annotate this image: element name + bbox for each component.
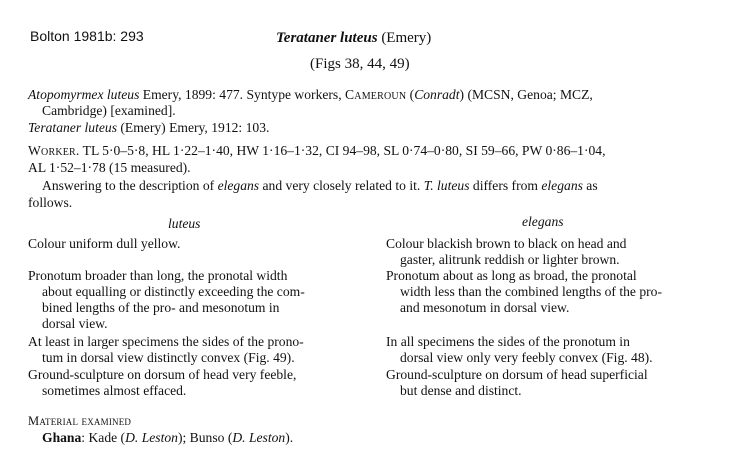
species-name: elegans <box>217 178 260 193</box>
left-entry-line: bined lengths of the pro- and mesonotum in <box>42 300 280 315</box>
page-title <box>276 30 431 46</box>
material-text: ); Bunso ( <box>177 430 233 445</box>
left-entry-line: tum in dorsal view distinctly convex (Fig. 49). <box>42 350 295 365</box>
collector-name: D. Leston <box>125 430 178 445</box>
synonym-text: Emery, 1899: 477. Syntype workers, <box>139 87 346 102</box>
collector-name: Conradt <box>414 87 460 102</box>
synonym-text: (Emery) Emery, 1912: 103. <box>117 120 270 135</box>
synonym-text: ) (MCSN, Genoa; MCZ, <box>459 87 593 102</box>
measurements: TL 5·0–5·8, HL 1·22–1·40, HW 1·16–1·32, CI 94–98, SL 0·74–0·80, SI 59–66, PW 0·86–1·04, <box>79 143 606 158</box>
left-entry-line: At least in larger specimens the sides of the prono- <box>28 334 304 349</box>
reference-citation: Bolton 1981b: 293 <box>30 28 144 44</box>
taxon-author: (Emery) <box>381 30 432 46</box>
right-entry-line: In all specimens the sides of the pronotum in <box>386 334 630 349</box>
desc-text: differs from <box>469 178 542 193</box>
material-heading: Material examined <box>28 414 132 428</box>
worker-measurements-line-2: AL 1·52–1·78 (15 measured). <box>28 160 191 175</box>
left-column-heading: luteus <box>168 216 201 231</box>
left-entry-line: sometimes almost effaced. <box>42 383 187 398</box>
desc-text: and very closely related to it. <box>259 178 424 193</box>
description-line-2: follows. <box>28 195 73 210</box>
synonym-text: ( <box>406 87 415 102</box>
right-entry-line: Ground-sculpture on dorsum of head superficial <box>386 367 648 382</box>
figure-references: (Figs 38, 44, 49) <box>310 56 410 72</box>
description-line-1 <box>42 178 598 194</box>
country-name: Ghana <box>42 430 82 445</box>
material-text: ). <box>285 430 294 445</box>
right-entry-line: Pronotum about as long as broad, the pronotal <box>386 268 637 283</box>
species-name: elegans <box>541 178 583 193</box>
synonym-name: Terataner luteus <box>28 120 117 135</box>
synonymy-line-1 <box>28 87 593 103</box>
left-entry-line: Colour uniform dull yellow. <box>28 236 181 251</box>
species-name: T. luteus <box>423 178 470 193</box>
synonymy-line-2 <box>28 120 269 136</box>
synonymy-line-1-cont: Cambridge) [examined]. <box>42 103 176 118</box>
material-text: : Kade ( <box>81 430 126 445</box>
right-entry-line: but dense and distinct. <box>400 383 522 398</box>
desc-text: Answering to the description of <box>42 178 218 193</box>
left-entry-line: about equalling or distinctly exceeding the com- <box>42 284 305 299</box>
right-column-heading: elegans <box>522 214 564 229</box>
type-locality: Cameroun <box>345 87 407 102</box>
material-line <box>42 430 293 446</box>
right-entry-line: dorsal view only very feebly convex (Fig. 48). <box>400 350 653 365</box>
right-entry-line: width less than the combined lengths of the pro- <box>400 284 663 299</box>
right-entry-line: and mesonotum in dorsal view. <box>400 300 570 315</box>
right-entry-line: Colour blackish brown to black on head and <box>386 236 627 251</box>
synonym-name: Atopomyrmex luteus <box>28 87 140 102</box>
right-entry-line: gaster, alitrunk reddish or lighter brown. <box>400 252 620 267</box>
worker-measurements-line-1 <box>28 143 606 159</box>
left-entry-line: Pronotum broader than long, the pronotal width <box>28 268 288 283</box>
collector-name: D. Leston <box>232 430 286 445</box>
taxon-name: Terataner luteus <box>276 30 378 46</box>
caste-label: Worker. <box>28 143 80 158</box>
left-entry-line: Ground-sculpture on dorsum of head very feeble, <box>28 367 297 382</box>
left-entry-line: dorsal view. <box>42 316 108 331</box>
desc-text: as <box>582 178 598 193</box>
